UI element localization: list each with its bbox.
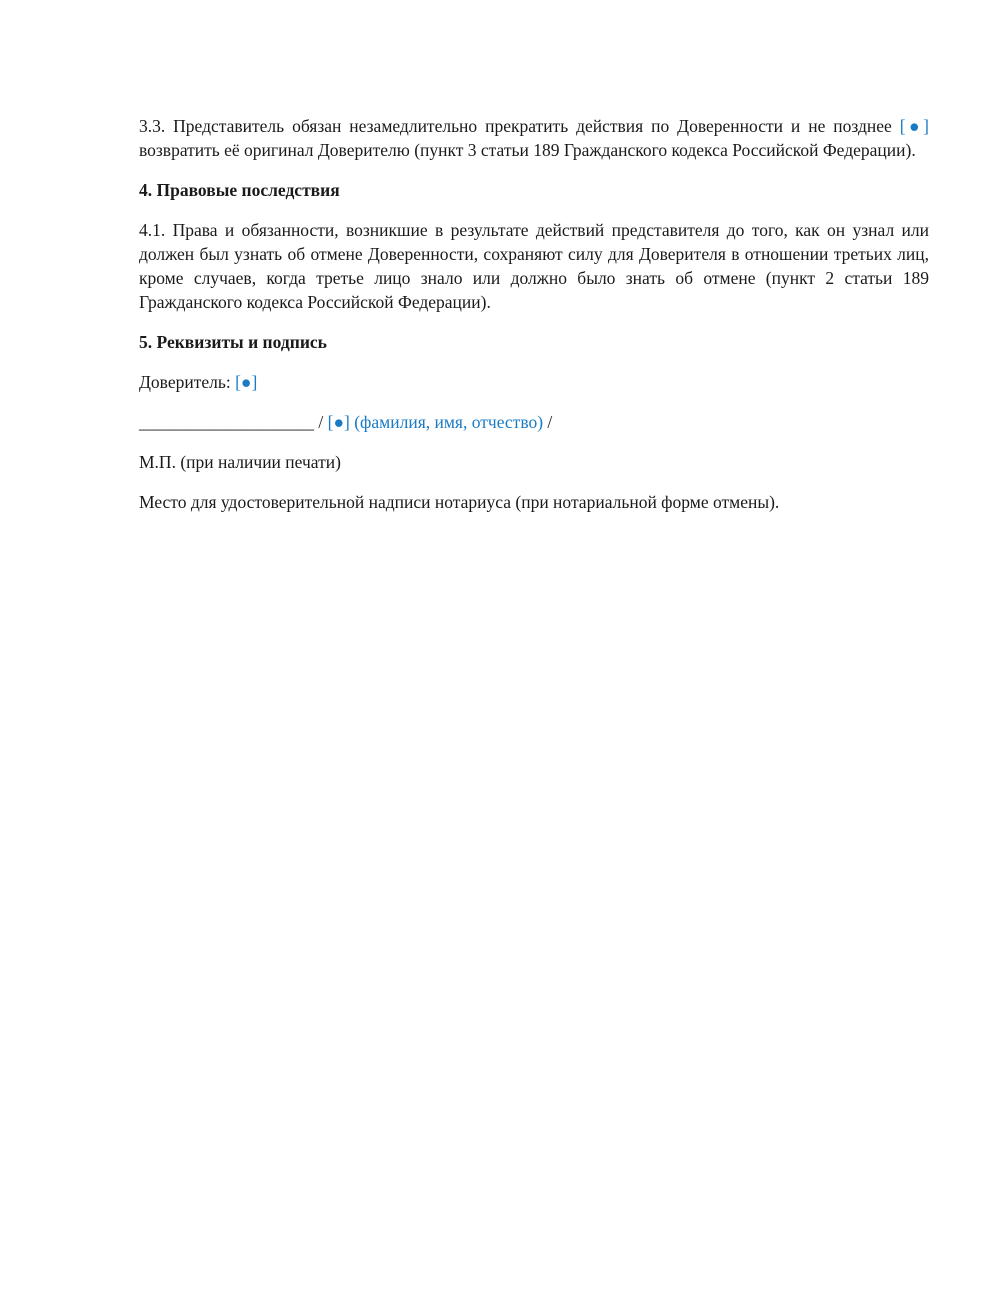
principal-line <box>139 370 929 394</box>
signature-line <box>139 410 929 434</box>
signature-name-placeholder: [●] (фамилия, имя, отчество) <box>327 412 544 432</box>
principal-label: Доверитель: <box>139 372 236 392</box>
paragraph-3-3-text-before: 3.3. Представитель обязан незамедлительно прекратить действия по Доверенности и не позднее <box>139 116 900 136</box>
principal-placeholder: [●] <box>235 372 258 392</box>
paragraph-3-3 <box>139 114 929 162</box>
paragraph-3-3-text-after: возвратить её оригинал Доверителю (пункт 3 статьи 189 Гражданского кодекса Российской Федерации). <box>139 140 916 160</box>
signature-end: / <box>543 412 553 432</box>
notary-note: Место для удостоверительной надписи нотариуса (при нотариальной форме отмены). <box>139 492 780 512</box>
placeholder-deadline: [●] <box>899 116 929 136</box>
section-4-heading: 4. Правовые последствия <box>139 180 340 200</box>
section-5-heading: 5. Реквизиты и подпись <box>139 332 327 352</box>
signature-blank: ____________________ / <box>139 412 328 432</box>
seal-line: М.П. (при наличии печати) <box>139 452 341 472</box>
paragraph-4-1: 4.1. Права и обязанности, возникшие в результате действий представителя до того, как он узнал или должен был узнать об отмене Доверенности, сохраняют силу для Доверителя в отношении третьих лиц, кроме случаев, когда третье лицо знало или должно было знать об отмене (пункт 2 статьи 189 Гражданского кодекса Российской Федерации). <box>139 220 929 312</box>
document-page <box>139 114 929 530</box>
